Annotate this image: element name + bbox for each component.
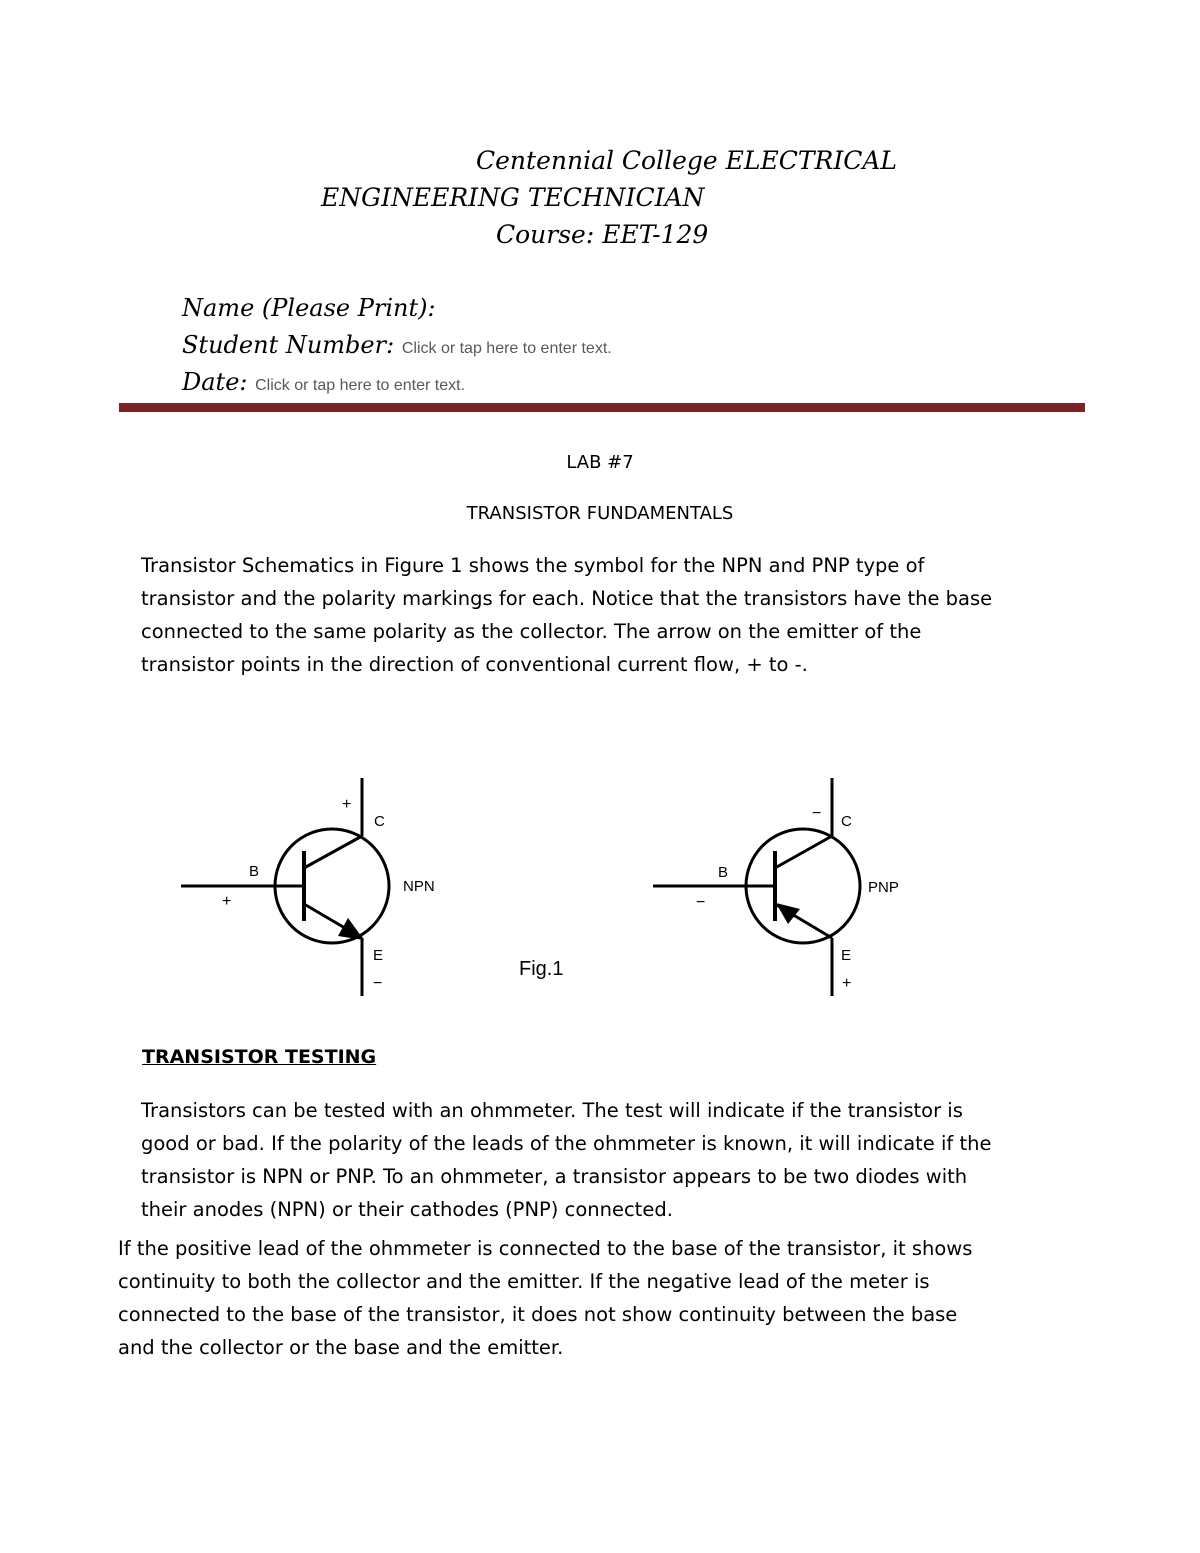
testing-line: connected to the base of the transistor, it does not show continuity between the base [118, 1303, 958, 1326]
testing-heading: TRANSISTOR TESTING [142, 1046, 377, 1068]
college-name-line: Centennial College ELECTRICAL [476, 146, 898, 175]
npn-type-label: NPN [403, 878, 435, 895]
figure-caption: Fig.1 [519, 958, 564, 980]
lab-number: LAB #7 [566, 452, 634, 473]
name-label: Name (Please Print): [182, 294, 436, 322]
pnp-type-label: PNP [868, 879, 899, 896]
lab-title: TRANSISTOR FUNDAMENTALS [466, 503, 734, 524]
pnp-collector-label: C [841, 813, 852, 830]
testing-paragraph-1 [141, 1094, 992, 1226]
pnp-base-polarity: − [696, 894, 706, 911]
testing-paragraph-2 [118, 1232, 972, 1364]
pnp-emitter-link [775, 904, 832, 938]
npn-collector-link [304, 836, 362, 868]
student-number-label: Student Number: [182, 331, 395, 359]
student-number-field [182, 331, 612, 359]
pnp-emitter-label: E [841, 947, 852, 964]
date-label: Date: [182, 368, 248, 396]
npn-emitter-link [304, 904, 362, 938]
testing-line: and the collector or the base and the emitter. [118, 1336, 564, 1359]
testing-line: Transistors can be tested with an ohmmeter. The test will indicate if the transistor is [141, 1099, 963, 1122]
pnp-collector-polarity: − [812, 805, 822, 822]
student-number-input[interactable]: Click or tap here to enter text. [401, 340, 612, 357]
course-code-line: Course: EET-129 [496, 220, 709, 249]
intro-paragraph [141, 549, 992, 681]
pnp-base-label: B [718, 864, 729, 881]
pnp-symbol [653, 778, 860, 996]
testing-line: transistor is NPN or PNP. To an ohmmeter, a transistor appears to be two diodes with [141, 1165, 968, 1188]
npn-collector-polarity: + [342, 796, 352, 813]
npn-emitter-polarity: − [373, 975, 383, 992]
date-input[interactable]: Click or tap here to enter text. [255, 377, 465, 394]
npn-collector-label: C [374, 813, 385, 830]
pnp-emitter-polarity: + [842, 975, 852, 992]
name-field [182, 294, 436, 322]
intro-line: transistor points in the direction of conventional current flow, + to -. [141, 653, 808, 676]
pnp-collector-link [775, 836, 832, 868]
header-divider [119, 403, 1085, 412]
npn-body-circle [275, 829, 389, 943]
npn-symbol [181, 778, 389, 996]
intro-line: Transistor Schematics in Figure 1 shows the symbol for the NPN and PNP type of [141, 554, 925, 577]
npn-emitter-arrow [338, 918, 364, 940]
date-field [182, 368, 465, 396]
pnp-emitter-arrow [776, 903, 800, 924]
npn-base-label: B [249, 863, 260, 880]
intro-line: connected to the same polarity as the collector. The arrow on the emitter of the [141, 620, 922, 643]
npn-emitter-label: E [373, 947, 384, 964]
pnp-body-circle [746, 829, 860, 943]
intro-line: transistor and the polarity markings for each. Notice that the transistors have the base [141, 587, 993, 610]
npn-base-polarity: + [222, 893, 232, 910]
testing-line: their anodes (NPN) or their cathodes (PNP) connected. [141, 1198, 673, 1221]
testing-line: If the positive lead of the ohmmeter is connected to the base of the transistor, it shows [118, 1237, 973, 1260]
testing-line: continuity to both the collector and the emitter. If the negative lead of the meter is [118, 1270, 930, 1293]
testing-line: good or bad. If the polarity of the leads of the ohmmeter is known, it will indicate if the [141, 1132, 992, 1155]
program-name-line: ENGINEERING TECHNICIAN [321, 183, 705, 212]
